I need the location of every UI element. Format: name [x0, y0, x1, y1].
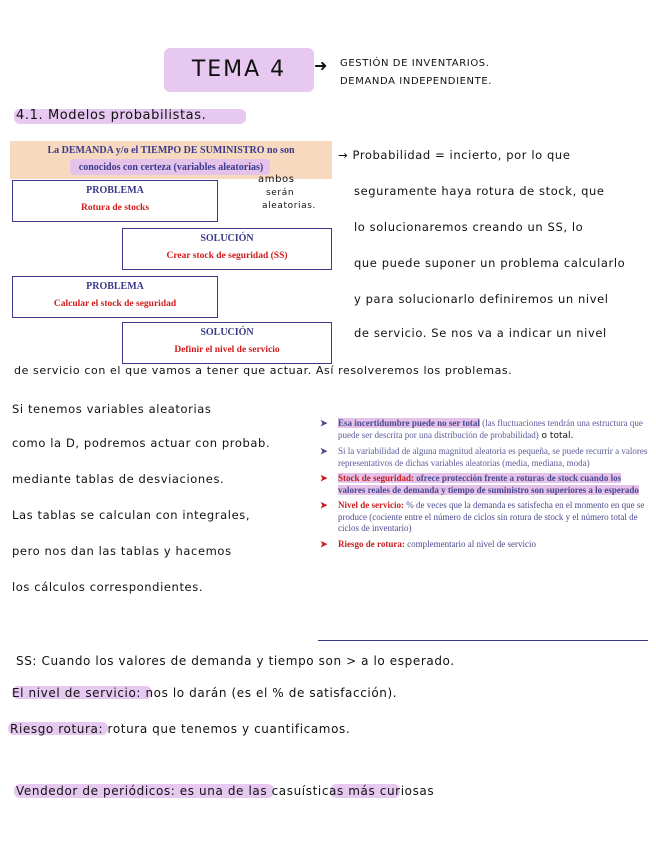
bottom-label: Riesgo rotura: [10, 722, 99, 736]
bottom-label: El nivel de servicio: [12, 686, 137, 700]
bullet-lead: Nivel de servicio:: [338, 500, 404, 510]
bullet-arrow-icon: ➤: [320, 500, 328, 510]
box-heading: SOLUCIÓN: [200, 233, 254, 244]
hand-note-1: ambos: [258, 174, 295, 185]
bottom-line-2: [12, 686, 397, 700]
bullet-arrow-icon: ➤: [320, 473, 328, 483]
solution-box-1: [122, 228, 332, 270]
subtitle-line-1: GESTIÓN DE INVENTARIOS.: [340, 58, 490, 69]
bullet-arrow-icon: ➤: [320, 538, 328, 549]
list-item: [318, 473, 648, 496]
left-line-1: Si tenemos variables aleatorias: [12, 402, 212, 416]
right-line-4: que puede suponer un problema calcularlo: [354, 256, 626, 270]
bottom-label: SS:: [16, 654, 38, 668]
right-line-3: lo solucionaremos creando un SS, lo: [354, 220, 584, 234]
bottom-text: Cuando los valores de demanda y tiempo son > a lo esperado.: [37, 654, 455, 668]
left-line-6: los cálculos correspondientes.: [12, 580, 204, 594]
hand-note-2: serán: [266, 188, 295, 198]
list-underline: [318, 640, 648, 641]
list-item: [318, 446, 648, 469]
problem-box-1: [12, 180, 218, 222]
box-text: Definir el nivel de servicio: [174, 345, 280, 355]
bottom-line-3: [10, 722, 350, 736]
bottom-text: : nos lo darán (es el % de satisfacción).: [136, 686, 398, 700]
right-line-5: y para solucionarlo definiremos un nivel: [354, 292, 609, 306]
bottom-line-1: [16, 654, 455, 668]
title-box: [164, 48, 314, 92]
bullet-lead: Stock de seguridad:: [338, 473, 415, 483]
box-text: Calcular el stock de seguridad: [53, 299, 177, 309]
bullet-arrow-icon: ➤: [320, 446, 328, 456]
bullet-text: Si la variabilidad de alguna magnitud aleatoria es pequeña, se puede recurrir a valores representativos de dichas variables aleatorias (media, mediana, moda): [338, 446, 648, 468]
page-title: TEMA 4: [191, 57, 287, 82]
bullet-text: (las fluctuaciones tendrán una estructura que puede ser descrita por una distribución de probabilidad): [338, 418, 643, 440]
box-text: Crear stock de seguridad (SS): [166, 251, 288, 261]
box-heading: SOLUCIÓN: [200, 327, 254, 338]
bottom-text: : rotura que tenemos y cuantificamos.: [98, 722, 351, 736]
list-item: [318, 539, 648, 551]
banner-line-2: conocidos con certeza (variables aleatorias): [78, 162, 264, 173]
left-line-2: como la D, podremos actuar con probab.: [12, 436, 271, 450]
arrow-icon: ➜: [314, 56, 329, 75]
hand-note-3: aleatorias.: [262, 201, 316, 211]
section-heading: 4.1. Modelos probabilistas.: [16, 108, 207, 123]
solution-box-2: [122, 322, 332, 364]
list-item: [318, 500, 648, 535]
box-text: Rotura de stocks: [80, 203, 150, 213]
bullet-text: complementario al nivel de servicio: [404, 538, 537, 549]
subtitle-line-2: DEMANDA INDEPENDIENTE.: [340, 76, 493, 87]
bullet-lead: Riesgo de rotura:: [338, 538, 405, 549]
left-line-4: Las tablas se calculan con integrales,: [12, 508, 251, 522]
last-line: Vendedor de periódicos: es una de las casuísticas más curiosas: [16, 784, 435, 798]
bullet-lead: Esa incertidumbre puede no ser total: [338, 418, 480, 428]
bullet-text: % de veces que la demanda es satisfecha en el momento en que se produce (cociente entre el número de ciclos sin rotura de stock y el número total de ciclos de inventario): [338, 500, 645, 533]
bullet-text: ofrece protección frente a roturas de stock cuando los valores reales de demanda y tiempo de suministro son superiores a lo esperado: [338, 473, 639, 495]
left-line-5: pero nos dan las tablas y hacemos: [12, 544, 232, 558]
left-line-3: mediante tablas de desviaciones.: [12, 472, 225, 486]
list-item: [318, 418, 648, 442]
full-width-line: de servicio con el que vamos a tener que actuar. Así resolveremos los problemas.: [14, 364, 513, 377]
right-line-1: → Probabilidad = incierto, por lo que: [338, 148, 571, 162]
problem-box-2: [12, 276, 218, 318]
box-heading: PROBLEMA: [86, 281, 144, 292]
box-heading: PROBLEMA: [86, 185, 144, 196]
banner-line-1: La DEMANDA y/o el TIEMPO DE SUMINISTRO no son: [47, 145, 295, 156]
bullet-list: [318, 418, 648, 554]
right-line-2: seguramente haya rotura de stock, que: [354, 184, 605, 198]
bullet-arrow-icon: ➤: [320, 418, 328, 428]
bullet-note: o total.: [538, 430, 574, 441]
right-line-6: de servicio. Se nos va a indicar un nivel: [354, 326, 607, 340]
